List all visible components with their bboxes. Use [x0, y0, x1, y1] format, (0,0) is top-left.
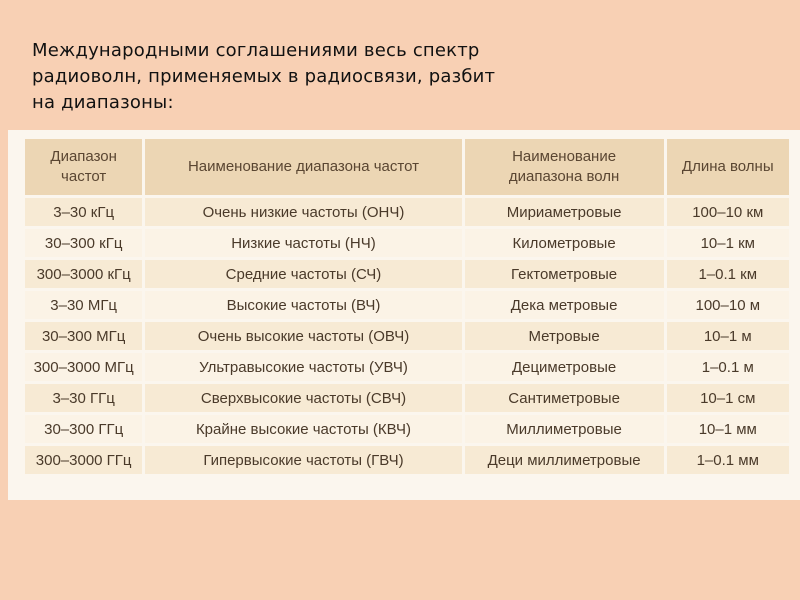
cell-freq-name: Гипервысокие частоты (ГВЧ) [145, 446, 461, 474]
cell-range: 300–3000 ГГц [25, 446, 142, 474]
intro-text [32, 38, 632, 116]
table-row [25, 322, 789, 350]
cell-range: 300–3000 кГц [25, 260, 142, 288]
cell-range: 30–300 МГц [25, 322, 142, 350]
header-range [25, 139, 142, 195]
table-row [25, 353, 789, 381]
cell-wave-name: Гектометровые [465, 260, 664, 288]
cell-wavelength: 1–0.1 км [667, 260, 789, 288]
cell-wavelength: 10–1 м [667, 322, 789, 350]
cell-range: 3–30 кГц [25, 198, 142, 226]
table-row [25, 446, 789, 474]
cell-range: 30–300 кГц [25, 229, 142, 257]
cell-wavelength: 1–0.1 м [667, 353, 789, 381]
cell-wave-name: Миллиметровые [465, 415, 664, 443]
cell-freq-name: Ультравысокие частоты (УВЧ) [145, 353, 461, 381]
header-wave-name-line-1: Наименование [512, 148, 617, 165]
cell-range: 3–30 ГГц [25, 384, 142, 412]
cell-wavelength: 1–0.1 мм [667, 446, 789, 474]
cell-range: 3–30 МГц [25, 291, 142, 319]
cell-range: 300–3000 МГц [25, 353, 142, 381]
cell-wavelength: 100–10 км [667, 198, 789, 226]
cell-freq-name: Высокие частоты (ВЧ) [145, 291, 461, 319]
table-row [25, 229, 789, 257]
cell-freq-name: Средние частоты (СЧ) [145, 260, 461, 288]
cell-wave-name: Дециметровые [465, 353, 664, 381]
cell-wave-name: Километровые [465, 229, 664, 257]
cell-freq-name: Низкие частоты (НЧ) [145, 229, 461, 257]
cell-wave-name: Деци миллиметровые [465, 446, 664, 474]
header-wave-name-line-2: диапазона волн [508, 168, 620, 185]
table-header-row [25, 139, 789, 195]
table-row [25, 384, 789, 412]
header-range-line-1: Диапазон [50, 148, 117, 165]
intro-line-3: на диапазоны: [32, 92, 174, 113]
cell-wavelength: 10–1 мм [667, 415, 789, 443]
header-wave-name [465, 139, 664, 195]
cell-freq-name: Сверхвысокие частоты (СВЧ) [145, 384, 461, 412]
header-freq-name: Наименование диапазона частот [145, 139, 461, 195]
cell-wave-name: Дека метровые [465, 291, 664, 319]
table-row [25, 260, 789, 288]
cell-wave-name: Метровые [465, 322, 664, 350]
frequency-bands-table [22, 136, 792, 477]
table-row [25, 198, 789, 226]
cell-wavelength: 100–10 м [667, 291, 789, 319]
cell-wavelength: 10–1 см [667, 384, 789, 412]
cell-range: 30–300 ГГц [25, 415, 142, 443]
table-row [25, 291, 789, 319]
cell-wave-name: Сантиметровые [465, 384, 664, 412]
cell-wavelength: 10–1 км [667, 229, 789, 257]
table-row [25, 415, 789, 443]
intro-line-2: радиоволн, применяемых в радиосвязи, разбит [32, 66, 496, 87]
intro-line-1: Международными соглашениями весь спектр [32, 40, 480, 61]
table-image-frame [8, 130, 800, 500]
cell-freq-name: Очень низкие частоты (ОНЧ) [145, 198, 461, 226]
header-range-line-2: частот [61, 168, 107, 185]
header-wavelength: Длина волны [667, 139, 789, 195]
cell-freq-name: Крайне высокие частоты (КВЧ) [145, 415, 461, 443]
cell-wave-name: Мириаметровые [465, 198, 664, 226]
cell-freq-name: Очень высокие частоты (ОВЧ) [145, 322, 461, 350]
